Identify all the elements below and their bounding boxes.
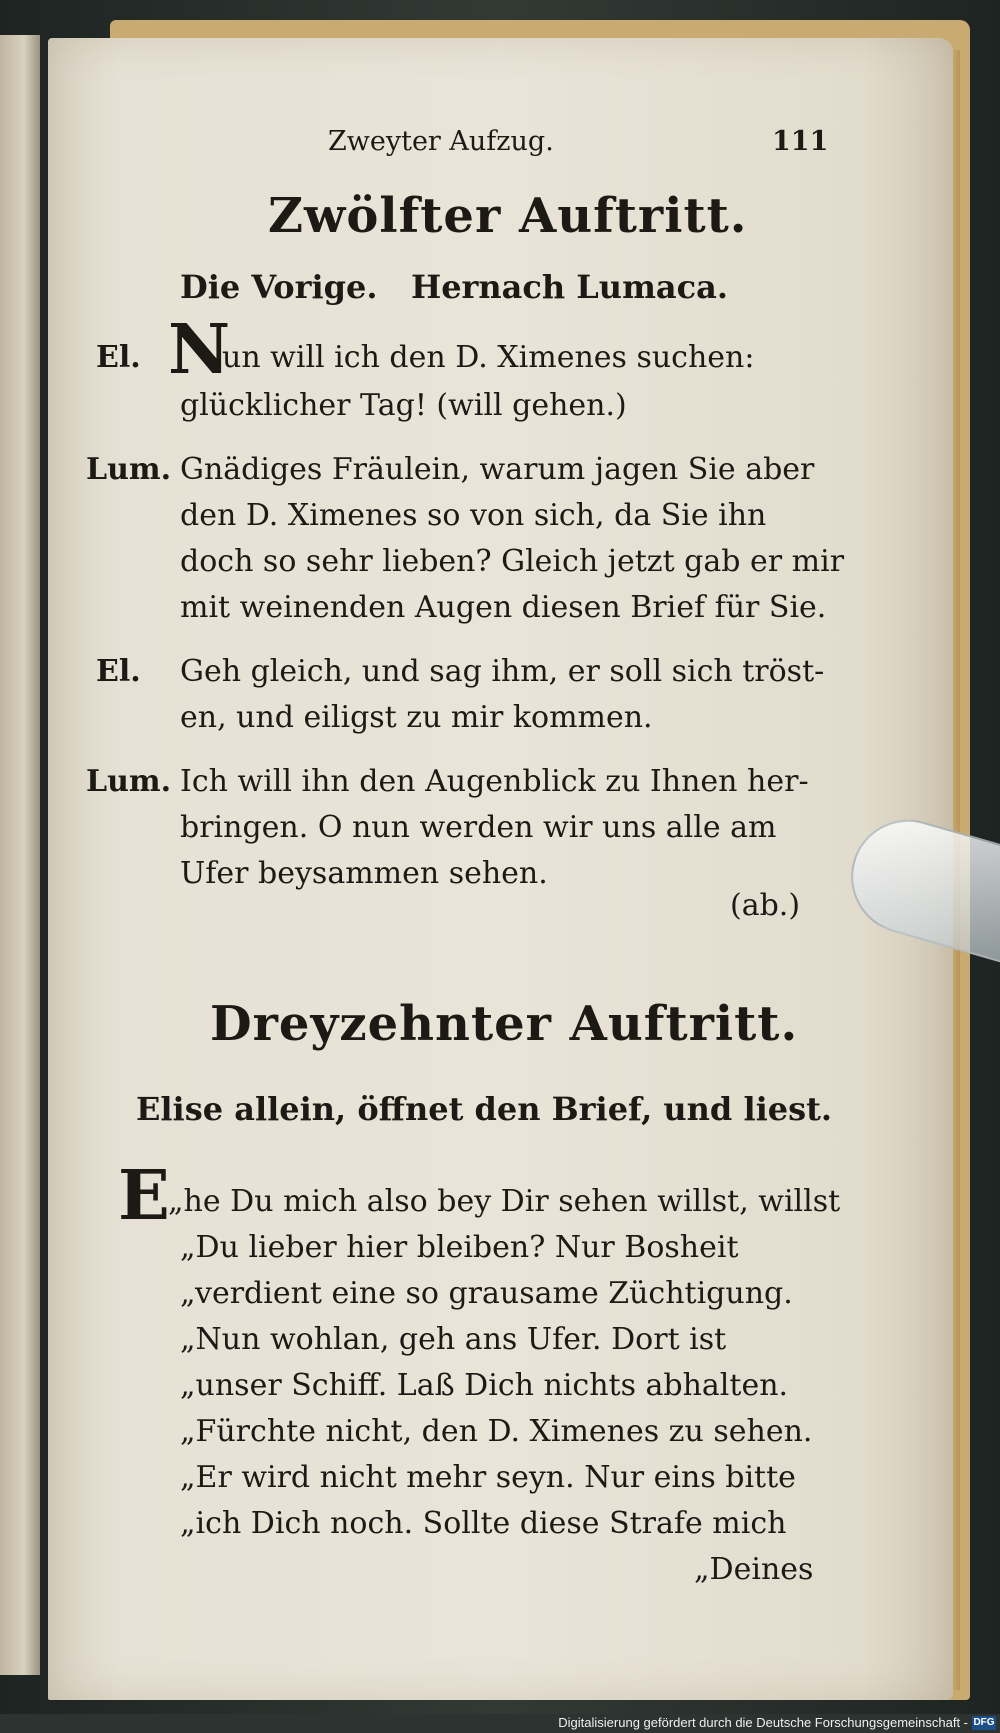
speech-line: glücklicher Tag! (will gehen.)	[180, 388, 627, 423]
speech-line: bringen. O nun werden wir uns alle am	[180, 810, 777, 845]
letter-line: „Du lieber hier bleiben? Nur Bosheit	[180, 1230, 739, 1265]
letter-dropcap: E	[118, 1156, 170, 1236]
letter-line: „verdient eine so grausame Züchtigung.	[180, 1276, 793, 1311]
speech-line: doch so sehr lieben? Gleich jetzt gab er mir	[180, 544, 845, 579]
speech-line: Ufer beysammen sehen.	[180, 856, 548, 891]
letter-line: „ich Dich noch. Sollte diese Strafe mich	[180, 1506, 787, 1541]
letter-line: „Fürchte nicht, den D. Ximenes zu sehen.	[180, 1414, 813, 1449]
speech-line: mit weinenden Augen diesen Brief für Sie.	[180, 590, 827, 625]
dfg-logo: DFG	[973, 1717, 995, 1728]
speaker-label: El.	[96, 654, 141, 689]
exit-direction: (ab.)	[730, 888, 801, 923]
letter-line: „Nun wohlan, geh ans Ufer. Dort ist	[180, 1322, 727, 1357]
speaker-label: El.	[96, 340, 141, 375]
letter-line: „unser Schiff. Laß Dich nichts abhalten.	[180, 1368, 789, 1403]
speech-line: Gnädiges Fräulein, warum jagen Sie aber	[180, 452, 815, 487]
scene-12-title: Zwölfter Auftritt.	[268, 188, 748, 244]
speaker-label: Lum.	[86, 452, 172, 487]
speaker-label: Lum.	[86, 764, 172, 799]
letter-line: „Er wird nicht mehr seyn. Nur eins bitte	[180, 1460, 796, 1495]
speech-line: en, und eiligst zu mir kommen.	[180, 700, 653, 735]
speech-line: Ich will ihn den Augenblick zu Ihnen her-	[180, 764, 809, 799]
scene-12-stage-direction: Die Vorige. Hernach Lumaca.	[180, 268, 729, 306]
speech-line: den D. Ximenes so von sich, da Sie ihn	[180, 498, 767, 533]
dropcap-letter: N	[168, 310, 231, 390]
running-title: Zweyter Aufzug.	[328, 126, 554, 157]
scene-13-title: Dreyzehnter Auftritt.	[210, 996, 799, 1052]
speech-line: Geh gleich, und sag ihm, er soll sich tröst-	[180, 654, 825, 689]
letter-line: „he Du mich also bey Dir sehen willst, willst	[168, 1184, 841, 1219]
speech-line: un will ich den D. Ximenes suchen:	[222, 340, 755, 375]
page-number: 111	[772, 126, 829, 157]
scene-13-stage-direction: Elise allein, öffnet den Brief, und liest.	[136, 1090, 833, 1128]
catchword: „Deines	[694, 1552, 814, 1587]
digitization-credit: Digitalisierung gefördert durch die Deutsche Forschungsgemeinschaft -	[558, 1715, 968, 1730]
previous-page-edge	[0, 35, 40, 1675]
